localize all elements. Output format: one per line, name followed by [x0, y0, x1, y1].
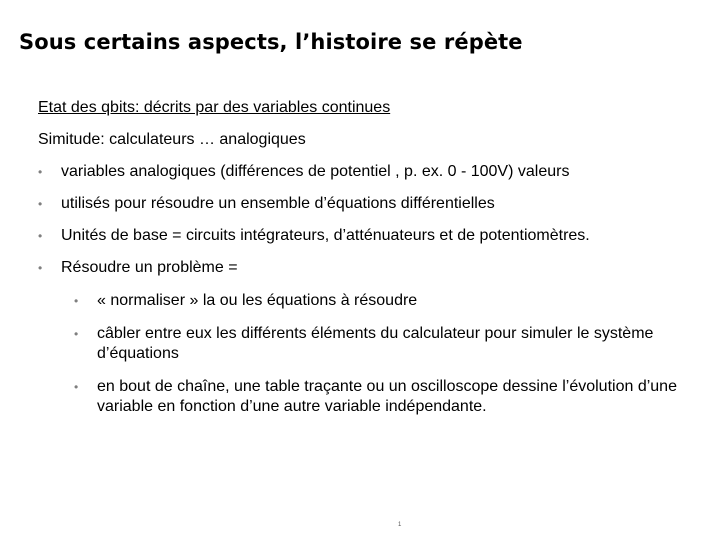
bullet-dot-icon: •	[38, 197, 43, 211]
sub-bullet-dot-icon: •	[74, 380, 79, 394]
bullet-dot-icon: •	[38, 165, 43, 179]
sub-bullet-list	[74, 291, 708, 417]
list-item	[38, 226, 708, 246]
bullet-text: Unités de base = circuits intégrateurs, d’atténuateurs et de potentiomètres.	[61, 227, 590, 244]
sub-list-item	[74, 324, 707, 364]
page-number: 1	[398, 522, 402, 528]
bullet-text: variables analogiques (différences de potentiel , p. ex. 0 - 100V) valeurs	[61, 163, 570, 180]
sub-bullet-dot-icon: •	[74, 327, 79, 341]
sub-bullet-text: en bout de chaîne, une table traçante ou un oscilloscope dessine l’évolution d’une variable en fonction d’une autre variable indépendante.	[97, 378, 677, 415]
slide-title: Sous certains aspects, l’histoire se répète	[19, 30, 523, 54]
intro-line-similitude: Simitude: calculateurs … analogiques	[38, 131, 306, 148]
sub-bullet-text: câbler entre eux les différents éléments du calculateur pour simuler le système d’équations	[97, 325, 654, 362]
sub-bullet-dot-icon: •	[74, 294, 79, 308]
bullet-text: Résoudre un problème =	[61, 259, 238, 276]
bullet-list	[38, 162, 708, 417]
intro-line-qbits: Etat des qbits: décrits par des variables continues	[38, 99, 391, 116]
bullet-text: utilisés pour résoudre un ensemble d’équations différentielles	[61, 195, 495, 212]
sub-bullet-text: « normaliser » la ou les équations à résoudre	[97, 292, 418, 309]
sub-list-item	[74, 377, 707, 417]
slide-body	[38, 98, 708, 430]
sub-list-item	[74, 291, 707, 311]
list-item	[38, 258, 708, 417]
list-item	[38, 162, 708, 182]
bullet-dot-icon: •	[38, 229, 43, 243]
list-item	[38, 194, 708, 214]
bullet-dot-icon: •	[38, 261, 43, 275]
